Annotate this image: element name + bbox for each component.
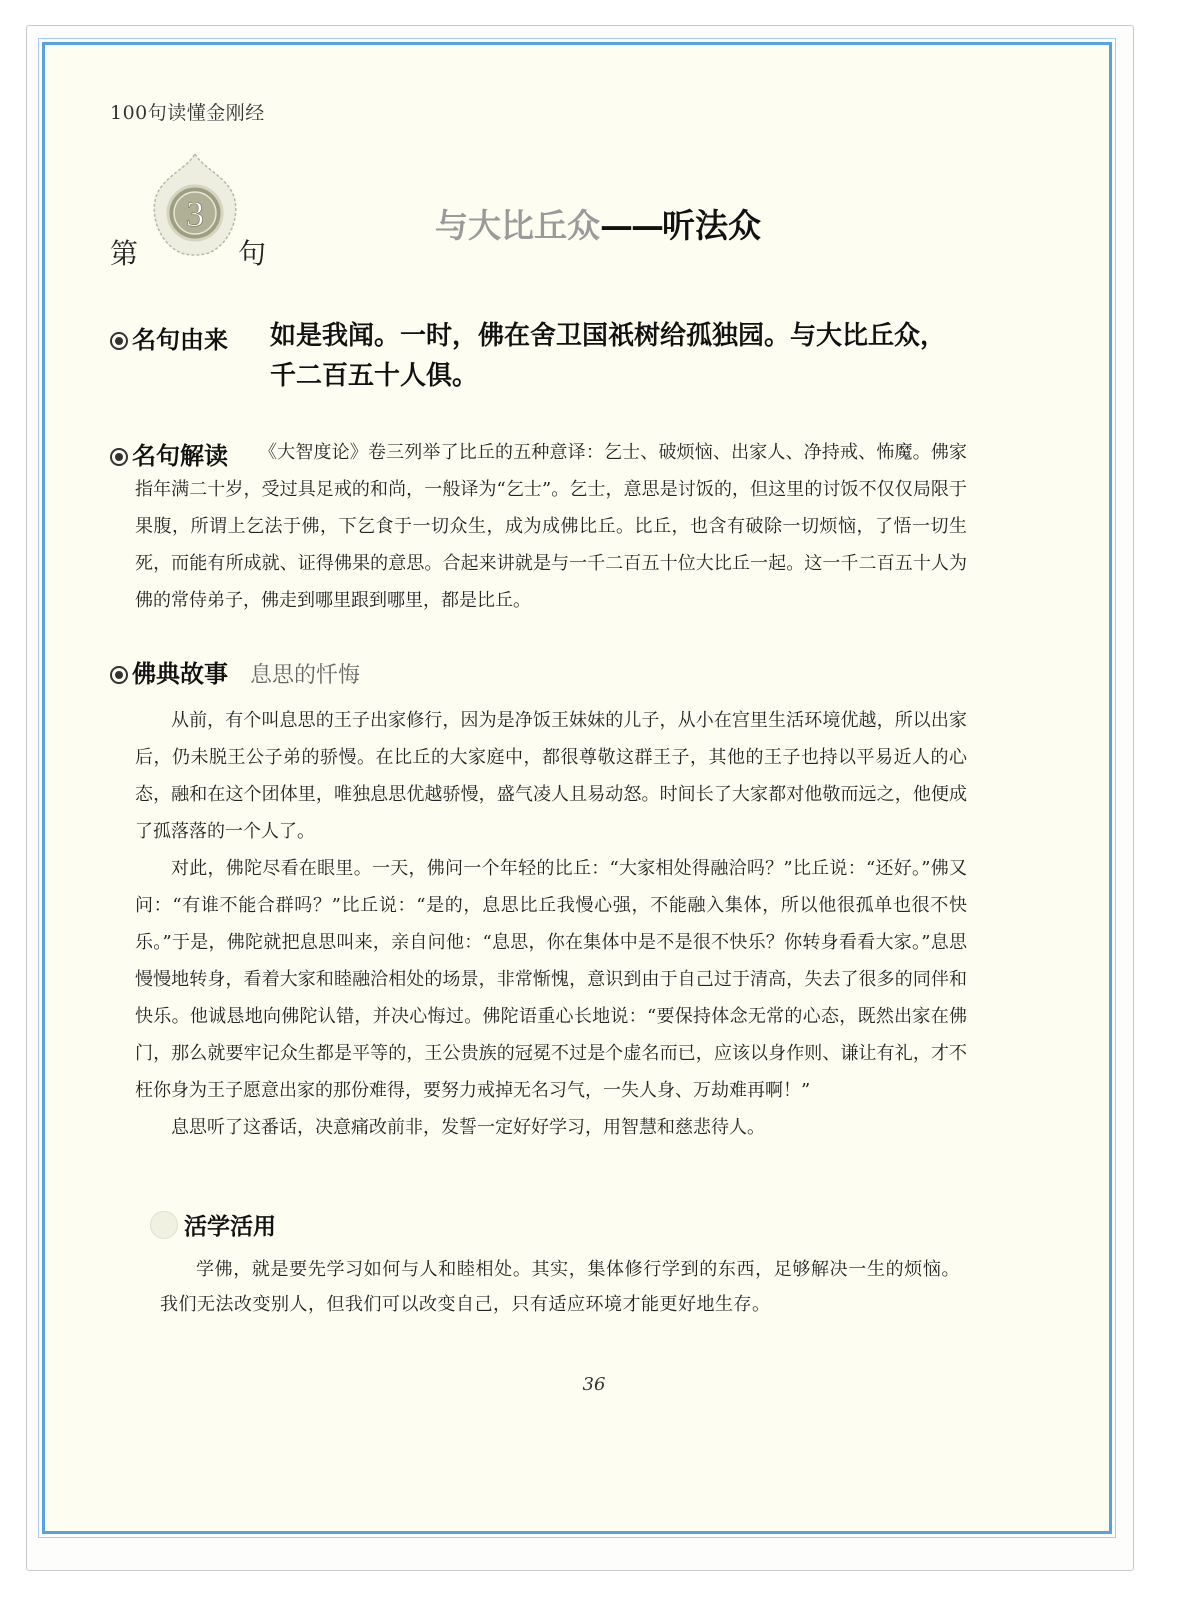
chapter-emblem — [145, 150, 245, 265]
interpretation-heading: 名句解读 — [110, 436, 228, 471]
page-number: 36 — [582, 1374, 606, 1395]
origin-heading: 名句由来 — [110, 320, 228, 355]
bullseye-icon — [110, 332, 128, 350]
interpretation-text: 《大智度论》卷三列举了比丘的五种意译：乞士、破烦恼、出家人、净持戒、怖魔。佛家指年满二十岁，受过具足戒的和尚，一般译为“乞士”。乞士，意思是讨饭的，但这里的讨饭不仅仅局限于果腹，所谓上乞法于佛，下乞食于一切众生，成为成佛比丘。比丘，也含有破除一切烦恼，了悟一切生死，而能有所成就、证得佛果的意思。合起来讲就是与一千二百五十位大比丘一起。这一千二百五十人为佛的常侍弟子，佛走到哪里跟到哪里，都是比丘。 — [135, 442, 967, 611]
apply-text: 学佛，就是要先学习如何与人和睦相处。其实，集体修行学到的东西，足够解决一生的烦恼。我们无法改变别人，但我们可以改变自己，只有适应环境才能更好地生存。 — [160, 1259, 960, 1315]
lotus-icon — [150, 1211, 178, 1239]
story-heading: 佛典故事 息思的忏悔 — [110, 654, 360, 689]
story-title: 息思的忏悔 — [250, 663, 361, 688]
bullseye-icon — [110, 448, 128, 466]
story-paragraph: 息思听了这番话，决意痛改前非，发誓一定好好学习，用智慧和慈悲待人。 — [171, 1117, 765, 1138]
chapter-number: 3 — [186, 194, 204, 234]
title-dash: —— — [600, 206, 662, 245]
apply-heading: 活学活用 — [150, 1208, 276, 1241]
running-head: 100句读懂金刚经 — [110, 102, 265, 124]
section-title — [435, 200, 761, 247]
origin-quote: 如是我闻。一时，佛在舍卫国祇树给孤独园。与大比丘众，千二百五十人俱。 — [270, 321, 947, 391]
bullseye-icon — [110, 666, 128, 684]
story-paragraph: 对此，佛陀尽看在眼里。一天，佛问一个年轻的比丘：“大家相处得融洽吗？”比丘说：“还好。”佛又问：“有谁不能合群吗？”比丘说：“是的，息思比丘我慢心强，不能融入集体，所以他很孤单也很不快乐。”于是，佛陀就把息思叫来，亲自问他：“息思，你在集体中是不是很不快乐？你转身看看大家。”息思慢慢地转身，看着大家和睦融洽相处的场景，非常惭愧，意识到由于自己过于清高，失去了很多的同伴和快乐。他诚恳地向佛陀认错，并决心悔过。佛陀语重心长地说：“要保持体念无常的心态，既然出家在佛门，那么就要牢记众生都是平等的，王公贵族的冠冕不过是个虚名而已，应该以身作则、谦让有礼，才不枉你身为王子愿意出家的那份难得，要努力戒掉无名习气，一失人身、万劫难再啊！” — [135, 858, 967, 1101]
chapter-suffix: 句 — [238, 237, 267, 270]
title-main: 与大比丘众 — [435, 206, 600, 245]
chapter-prefix: 第 — [110, 237, 139, 270]
title-sub: 听法众 — [662, 206, 761, 245]
story-paragraph: 从前，有个叫息思的王子出家修行，因为是净饭王妹妹的儿子，从小在宫里生活环境优越，所以出家后，仍未脱王公子弟的骄慢。在比丘的大家庭中，都很尊敬这群王子，其他的王子也持以平易近人的心态，融和在这个团体里，唯独息思优越骄慢，盛气凌人且易动怒。时间长了大家都对他敬而远之，他便成了孤落落的一个人了。 — [135, 710, 967, 842]
story-body — [135, 702, 967, 1146]
